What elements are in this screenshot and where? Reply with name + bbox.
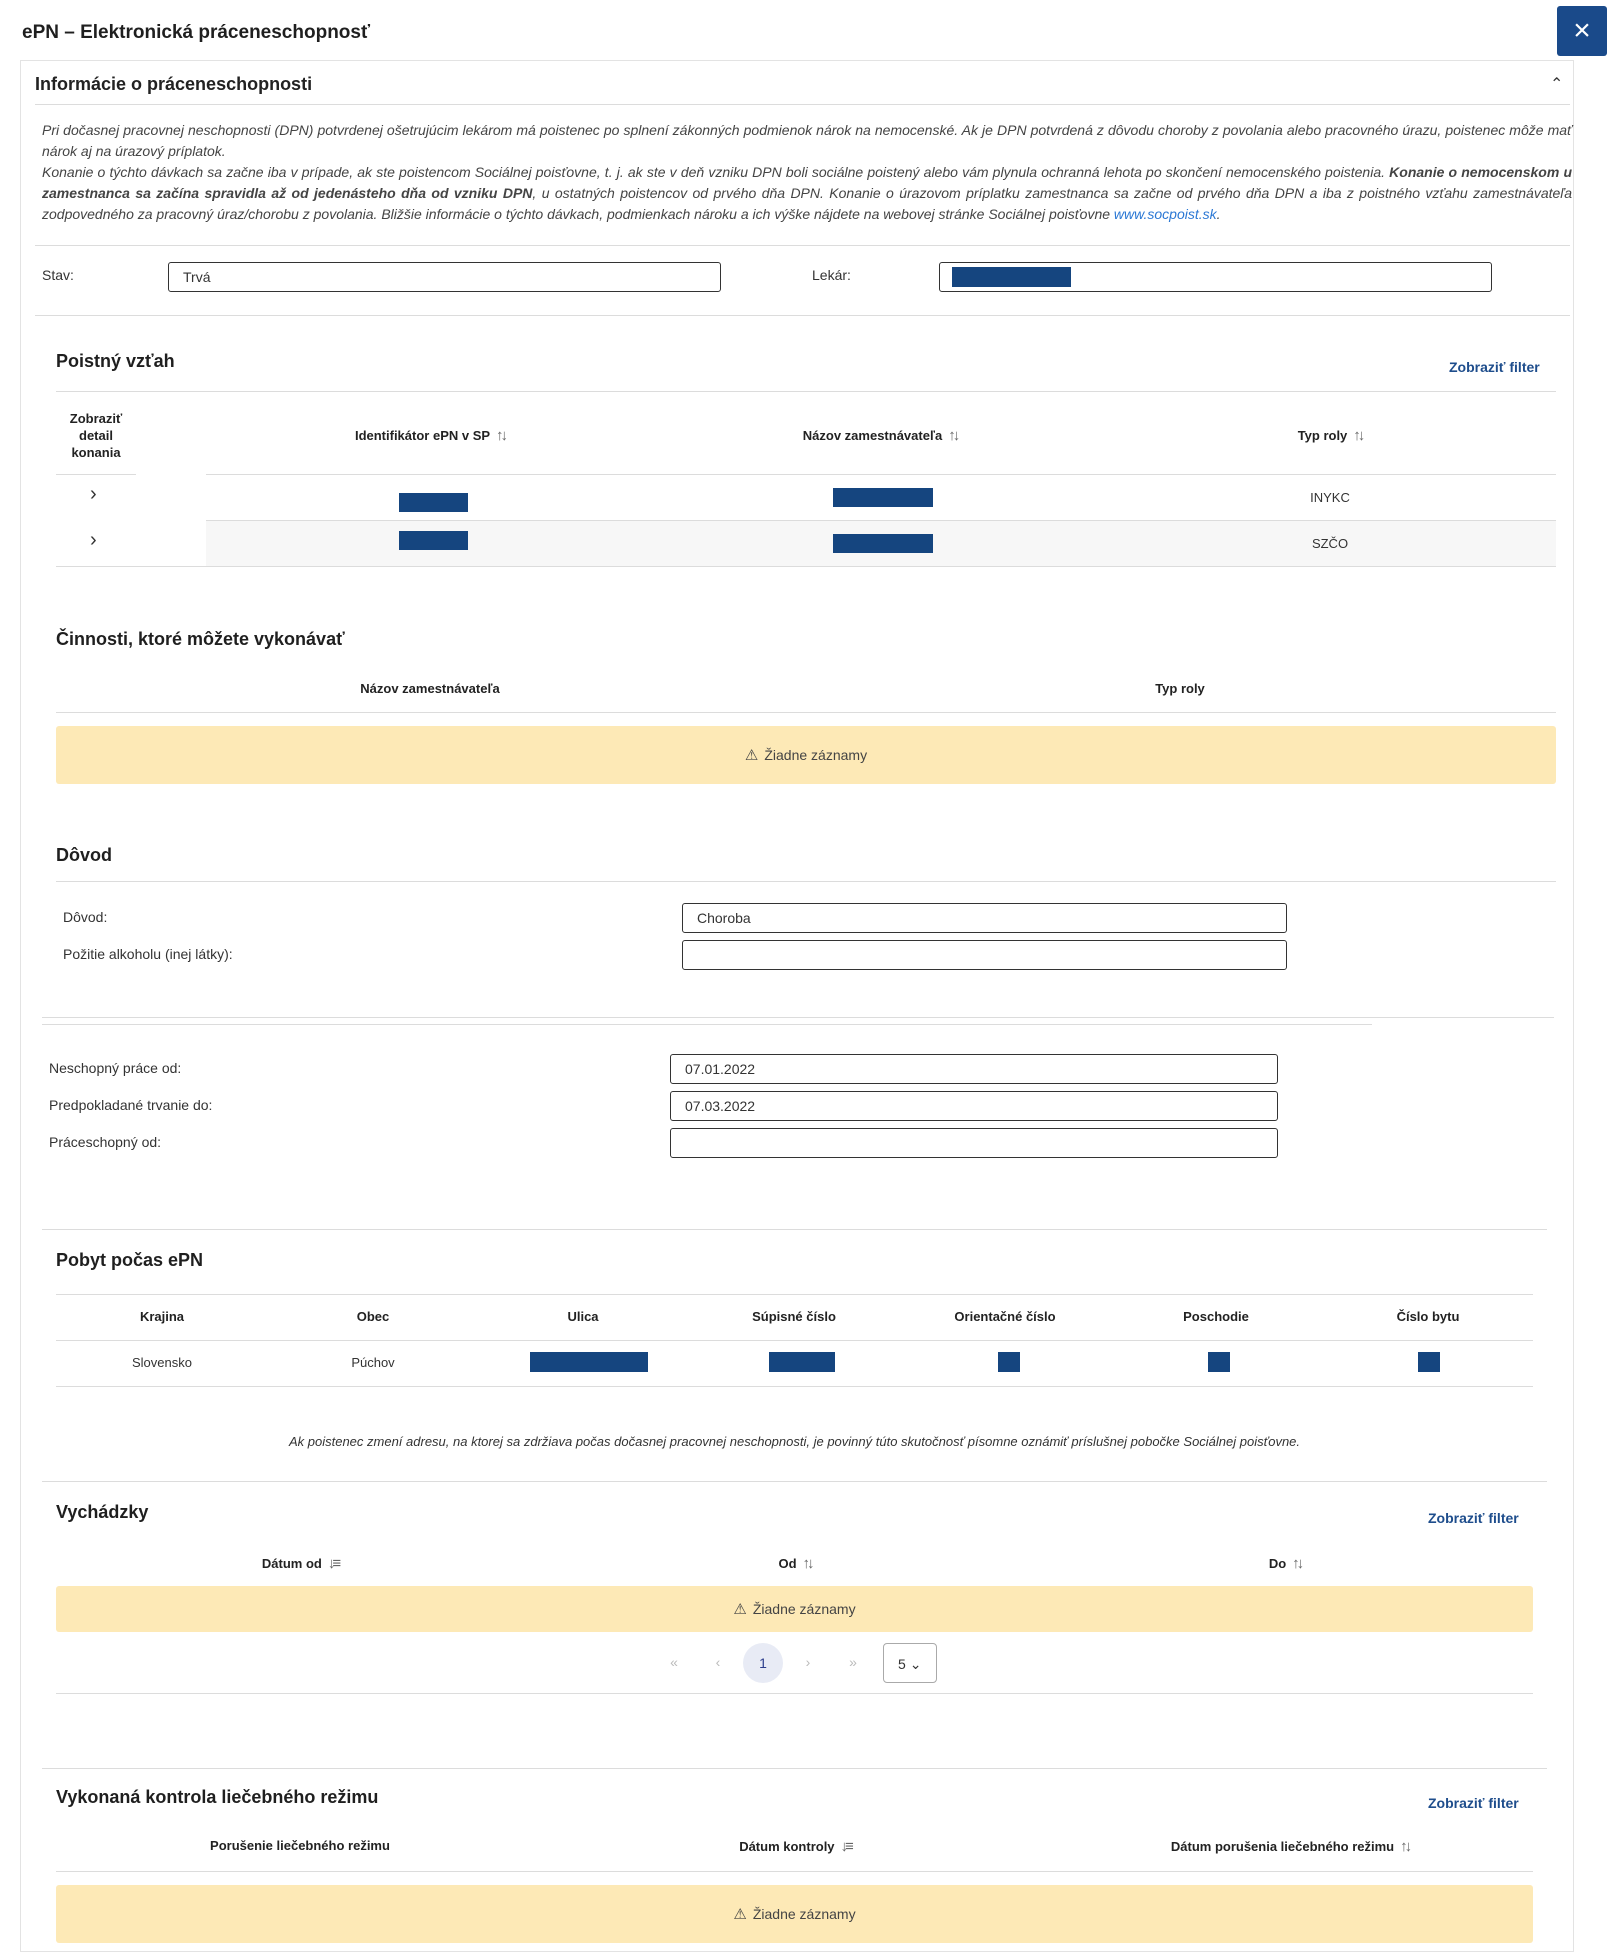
neschopny-od-field[interactable]: 07.01.2022 — [670, 1054, 1278, 1084]
redacted-block — [1418, 1352, 1440, 1372]
col-datum-porusenia[interactable]: Dátum porušenia liečebného režimu ↑↓ — [1170, 1838, 1410, 1855]
expand-row-icon[interactable]: › — [90, 483, 97, 505]
socpoist-link[interactable]: www.socpoist.sk — [1113, 206, 1217, 222]
sort-desc-icon[interactable]: ↓≡ — [327, 1555, 339, 1572]
expand-row-icon[interactable]: › — [90, 529, 97, 551]
neschopny-od-label: Neschopný práce od: — [49, 1060, 182, 1076]
dovod-label: Dôvod: — [63, 909, 108, 925]
redacted-block — [769, 1352, 835, 1372]
praceschopny-od-label: Práceschopný od: — [49, 1134, 162, 1150]
dovod-title: Dôvod — [56, 845, 112, 865]
col-nazov-zamestnavatela: Názov zamestnávateľa — [360, 681, 500, 696]
sort-desc-icon[interactable]: ↓≡ — [840, 1838, 851, 1855]
stav-field[interactable]: Trvá — [168, 262, 721, 292]
last-page-button[interactable]: » — [849, 1654, 857, 1670]
info-paragraph-2: Konanie o týchto dávkach sa začne iba v prípade, ak ste poistencom Sociálnej poisťovne, t. j. ak ste v deň vzniku DPN boli sociálne poistený alebo vám plynula ochranná lehota po skončení nemocenského poistenia. Konanie o nemocenskom u zamestnanca sa začína spravidla až od jedenásteho dňa od vzniku DPN, u ostatných poistencov od prvého dňa DPN. Konanie o úrazovom príplatku zamestnanca sa začne od prvého dňa DPN a iba z poistného vzťahu zamestnávateľa zodpovedného za pracovný úraz/chorobu z povolania. Bližšie informácie o týchto dávkach, podmienkach nároku a ich výške nájdete na webovej stránke Sociálnej poisťovne www.socpoist.sk. — [42, 164, 1572, 222]
col-obec: Obec — [356, 1309, 390, 1324]
page-1-button[interactable]: 1 — [743, 1643, 783, 1683]
col-krajina: Krajina — [139, 1309, 185, 1324]
kontrola-title: Vykonaná kontrola liečebného režimu — [56, 1787, 379, 1807]
sort-icon[interactable]: ↑↓ — [1400, 1838, 1410, 1855]
accordion-title[interactable]: Informácie o práceneschopnosti — [35, 74, 313, 94]
redacted-block — [833, 534, 933, 553]
praceschopny-od-field[interactable] — [670, 1128, 1278, 1158]
typ-roly-cell: INYKC — [1310, 490, 1350, 505]
col-datum-od[interactable]: Dátum od ↓≡ — [261, 1555, 339, 1572]
sort-icon[interactable]: ↑↓ — [948, 427, 958, 444]
col-poschodie: Poschodie — [1183, 1309, 1249, 1324]
sort-icon[interactable]: ↑↓ — [1353, 427, 1363, 444]
warning-icon: ⚠ — [733, 1906, 747, 1923]
redacted-block — [399, 531, 468, 550]
col-identifikator[interactable]: Identifikátor ePN v SP ↑↓ — [354, 427, 506, 444]
kontrola-filter-button[interactable]: Zobraziť filter — [1428, 1795, 1519, 1811]
empty-state: ⚠ Žiadne záznamy — [56, 726, 1556, 784]
close-button[interactable] — [1557, 6, 1607, 56]
pobyt-title: Pobyt počas ePN — [56, 1250, 204, 1270]
dovod-field[interactable]: Choroba — [682, 903, 1287, 933]
info-text — [42, 120, 1572, 225]
vychadzky-title: Vychádzky — [56, 1502, 149, 1522]
col-typ-roly[interactable]: Typ roly ↑↓ — [1297, 427, 1363, 444]
redacted-block — [530, 1352, 648, 1372]
warning-icon: ⚠ — [744, 747, 759, 764]
redacted-block — [833, 488, 933, 507]
next-page-button[interactable]: › — [805, 1654, 811, 1670]
col-nazov-zamestnavatela[interactable]: Názov zamestnávateľa ↑↓ — [802, 427, 958, 444]
poistny-vztah-filter-button[interactable]: Zobraziť filter — [1449, 359, 1540, 375]
sort-icon[interactable]: ↑↓ — [496, 427, 506, 444]
stav-label: Stav: — [42, 267, 74, 283]
trvanie-do-label: Predpokladané trvanie do: — [49, 1097, 213, 1113]
col-do[interactable]: Do ↑↓ — [1268, 1555, 1302, 1572]
col-ulica: Ulica — [567, 1309, 599, 1324]
empty-state: ⚠ Žiadne záznamy — [56, 1586, 1533, 1632]
info-bold-text: Konanie o nemocenskom u zamestnanca sa začína spravidla až od jedenásteho dňa od vzniku DPN — [42, 164, 1572, 201]
vychadzky-filter-button[interactable]: Zobraziť filter — [1428, 1510, 1519, 1526]
redacted-block — [998, 1352, 1020, 1372]
col-od[interactable]: Od ↑↓ — [778, 1555, 812, 1572]
col-porusenie: Porušenie liečebného režimu — [210, 1838, 390, 1853]
prev-page-button[interactable]: ‹ — [715, 1654, 721, 1670]
redacted-block — [952, 267, 1071, 287]
accordion-panel — [20, 60, 1574, 1952]
col-detail: Zobraziť detail konania — [69, 411, 123, 460]
redacted-block — [399, 493, 468, 512]
typ-roly-cell: SZČO — [1311, 536, 1349, 551]
close-icon: × — [1573, 14, 1591, 47]
redacted-block — [1208, 1352, 1230, 1372]
cinnosti-title: Činnosti, ktoré môžete vykonávať — [56, 629, 345, 649]
krajina-cell: Slovensko — [132, 1355, 192, 1370]
chevron-down-icon: ⌄ — [909, 1656, 922, 1672]
alkohol-label: Požitie alkoholu (inej látky): — [63, 946, 233, 962]
lekar-label: Lekár: — [812, 267, 851, 283]
trvanie-do-field[interactable]: 07.03.2022 — [670, 1091, 1278, 1121]
poistny-vztah-title: Poistný vzťah — [56, 351, 175, 371]
col-supisne-cislo: Súpisné číslo — [752, 1309, 836, 1324]
page-size-select[interactable]: 5 ⌄ — [883, 1643, 937, 1683]
sort-icon[interactable]: ↑↓ — [802, 1555, 812, 1572]
chevron-up-icon[interactable]: ⌃ — [1550, 76, 1564, 93]
col-datum-kontroly[interactable]: Dátum kontroly ↓≡ — [739, 1838, 851, 1855]
empty-state: ⚠ Žiadne záznamy — [56, 1885, 1533, 1943]
col-typ-roly: Typ roly — [1155, 681, 1205, 696]
col-cislo-bytu: Číslo bytu — [1396, 1309, 1460, 1324]
warning-icon: ⚠ — [733, 1601, 747, 1618]
col-orientacne-cislo: Orientačné číslo — [954, 1309, 1056, 1324]
alkohol-field[interactable] — [682, 940, 1287, 970]
pobyt-note: Ak poistenec zmení adresu, na ktorej sa zdržiava počas dočasnej pracovnej neschopnosti, je povinný túto skutočnosť písomne oznámiť príslušnej pobočke Sociálnej poisťovne. — [288, 1434, 1301, 1449]
first-page-button[interactable]: « — [670, 1654, 678, 1670]
info-paragraph-1: Pri dočasnej pracovnej neschopnosti (DPN) potvrdenej ošetrujúcim lekárom má poistenec po splnení zákonných podmienok nárok na nemocenské. Ak je DPN potvrdená z dôvodu choroby z povolania alebo pracovného úrazu, poistenec môže mať nárok aj na úrazový príplatok. — [42, 122, 1572, 159]
dialog-title: ePN – Elektronická práceneschopnosť — [22, 22, 371, 43]
sort-icon[interactable]: ↑↓ — [1292, 1555, 1302, 1572]
obec-cell: Púchov — [351, 1355, 395, 1370]
